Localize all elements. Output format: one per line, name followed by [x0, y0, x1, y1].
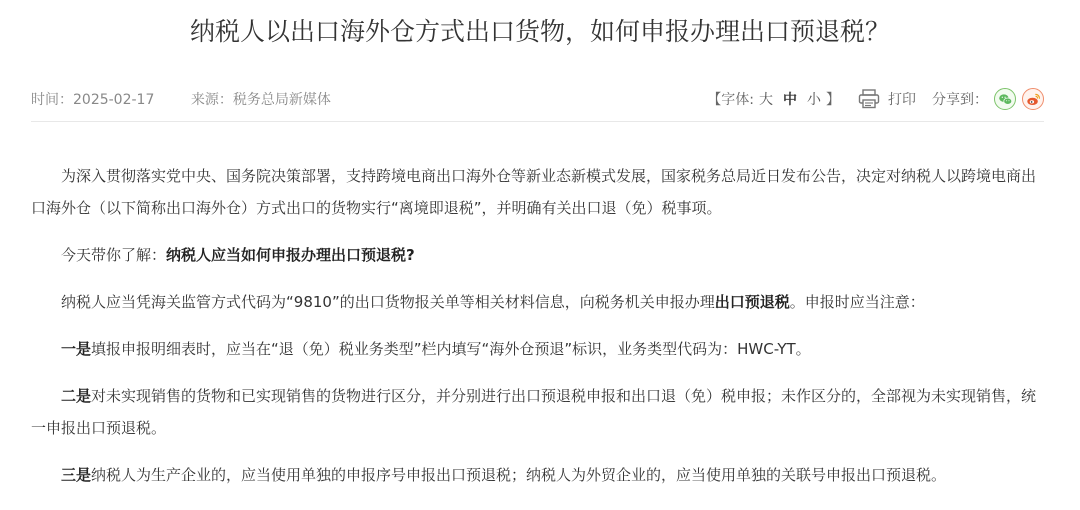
point-two-text: 对未实现销售的货物和已实现销售的货物进行区分，并分别进行出口预退税申报和出口退（免）税申报；未作区分的，全部视为未实现销售，统一申报出口预退税。: [31, 387, 1037, 437]
point-three-label: 三是: [61, 466, 92, 484]
printer-icon: [858, 89, 880, 109]
font-size-medium-button[interactable]: 中: [783, 92, 797, 108]
paragraph-point-three: [31, 459, 1044, 491]
paragraph-topic: [31, 239, 1044, 271]
topic-lead: 今天带你了解：: [61, 246, 167, 264]
paragraph-point-one: [31, 333, 1044, 365]
requirement-tail: 。申报时应当注意：: [789, 293, 925, 311]
weibo-icon: [1026, 92, 1041, 107]
paragraph-requirement: [31, 286, 1044, 318]
requirement-text: 纳税人应当凭海关监管方式代码为“9810”的出口货物报关单等相关材料信息，向税务机关申报办理: [61, 293, 715, 311]
point-three-text: 纳税人为生产企业的，应当使用单独的申报序号申报出口预退税；纳税人为外贸企业的，应当使用单独的关联号申报出口预退税。: [91, 466, 947, 484]
article-toolbar: [707, 84, 1044, 114]
share-group: [932, 88, 1044, 110]
print-button[interactable]: [858, 89, 916, 109]
print-label: 打印: [888, 92, 916, 108]
share-weibo-button[interactable]: [1022, 88, 1044, 110]
article-source: 来源：税务总局新媒体: [190, 92, 331, 108]
font-size-suffix: 】: [826, 92, 840, 108]
topic-question: 纳税人应当如何申报办理出口预退税?: [166, 246, 415, 264]
point-one-text: 填报申报明细表时，应当在“退（免）税业务类型”栏内填写“海外仓预退”标识，业务类型代码为：HWC-YT。: [91, 340, 811, 358]
article-title: 纳税人以出口海外仓方式出口货物，如何申报办理出口预退税？: [189, 17, 890, 46]
publish-time: 时间：2025-02-17: [31, 92, 155, 108]
article-meta-bar: [31, 84, 1044, 114]
point-two-label: 二是: [61, 387, 92, 405]
font-size-small-button[interactable]: 小: [807, 92, 821, 108]
requirement-bold: 出口预退税: [714, 293, 790, 311]
share-label: 分享到：: [932, 92, 988, 108]
share-wechat-button[interactable]: [994, 88, 1016, 110]
article-meta-info: [31, 89, 363, 109]
point-one-label: 一是: [61, 340, 92, 358]
font-size-large-button[interactable]: 大: [759, 92, 773, 108]
paragraph-point-two: [31, 380, 1044, 444]
font-size-selector: [707, 89, 840, 109]
article-body: [31, 160, 1044, 506]
font-size-prefix: 【字体:: [707, 92, 754, 108]
meta-divider: [31, 121, 1044, 122]
paragraph-intro: 为深入贯彻落实党中央、国务院决策部署，支持跨境电商出口海外仓等新业态新模式发展，国家税务总局近日发布公告，决定对纳税人以跨境电商出口海外仓（以下简称出口海外仓）方式出口的货物实行“离境即退税”，并明确有关出口退（免）税事项。: [31, 167, 1037, 217]
wechat-icon: [998, 92, 1013, 107]
